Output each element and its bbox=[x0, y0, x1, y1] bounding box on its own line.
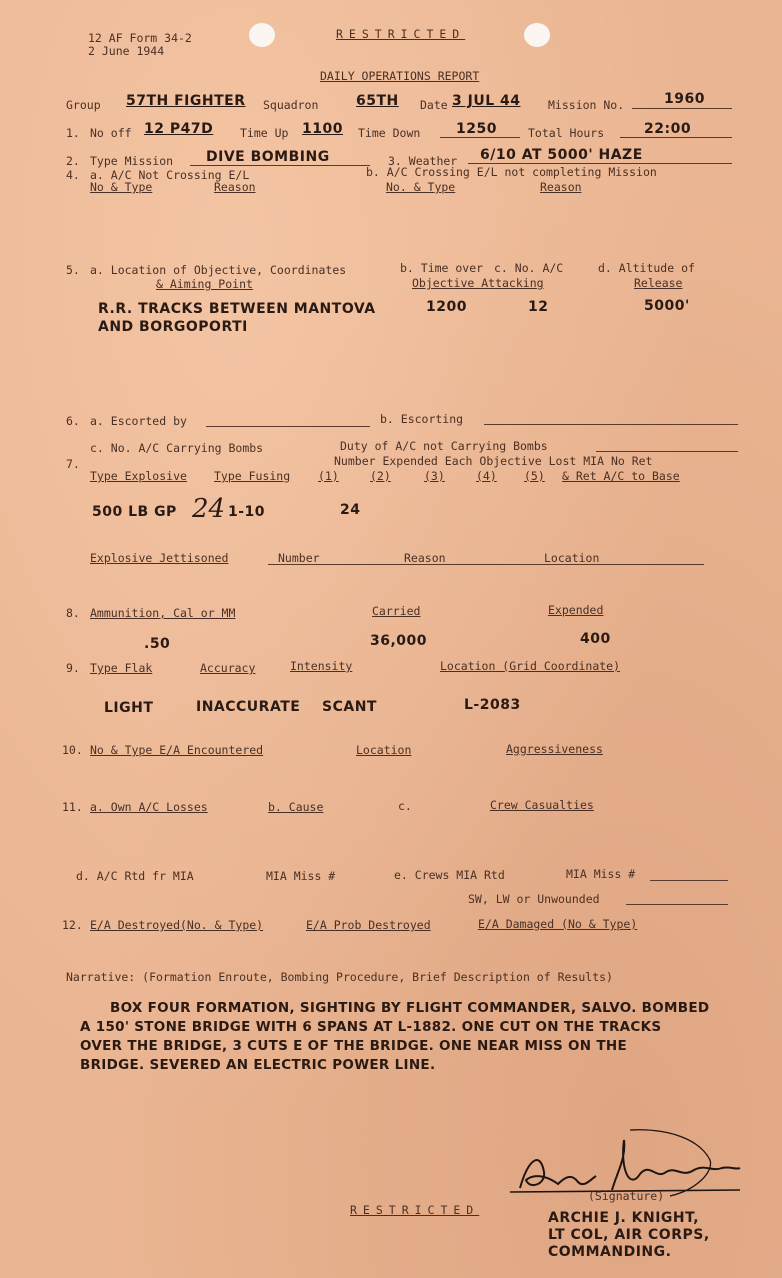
ea-encountered-label: No & Type E/A Encountered bbox=[90, 743, 264, 757]
flak-accuracy-label: Accuracy bbox=[200, 661, 256, 675]
col-4: (4) bbox=[476, 469, 497, 483]
total-hours-label: Total Hours bbox=[528, 126, 605, 140]
cause-label: b. Cause bbox=[268, 800, 324, 814]
flak-intensity-value: SCANT bbox=[322, 699, 377, 715]
escorted-by-label: a. Escorted by bbox=[90, 414, 187, 428]
carrying-bombs-label: c. No. A/C Carrying Bombs bbox=[90, 441, 264, 455]
duty-not-carrying-label: Duty of A/C not Carrying Bombs bbox=[340, 439, 548, 453]
crew-casualties-label: Crew Casualties bbox=[490, 798, 594, 812]
time-up-label: Time Up bbox=[240, 126, 289, 140]
narrative-line: OVER THE BRIDGE, 3 CUTS E OF THE BRIDGE. ONE NEAR MISS ON THE bbox=[80, 1038, 628, 1054]
item6-number: 6. bbox=[66, 414, 80, 428]
mia-miss-label: MIA Miss # bbox=[266, 869, 336, 883]
item1-number: 1. bbox=[66, 126, 80, 140]
signer-rank: LT COL, AIR CORPS, bbox=[548, 1227, 710, 1243]
col-5: (5) bbox=[524, 469, 545, 483]
classification-top: RESTRICTED bbox=[336, 27, 466, 41]
narrative-label: Narrative: (Formation Enroute, Bombing Procedure, Brief Description of Results) bbox=[66, 970, 613, 984]
item4-number: 4. bbox=[66, 168, 80, 182]
ea-damaged-label: E/A Damaged (No & Type) bbox=[478, 917, 638, 931]
ea-location-label: Location bbox=[356, 743, 412, 757]
narrative-line: BOX FOUR FORMATION, SIGHTING BY FLIGHT COMMANDER, SALVO. BOMBED bbox=[110, 1000, 710, 1016]
ac-rtd-mia-label: d. A/C Rtd fr MIA bbox=[76, 869, 194, 883]
squadron-label: Squadron bbox=[263, 98, 319, 112]
carried-value: 36,000 bbox=[370, 633, 428, 649]
squadron-value: 65TH bbox=[356, 93, 399, 109]
item5-number: 5. bbox=[66, 263, 80, 277]
item5a-label: a. Location of Objective, Coordinates bbox=[90, 263, 347, 277]
type-mission-value: DIVE BOMBING bbox=[206, 149, 330, 165]
item11-number: 11. bbox=[62, 800, 83, 814]
time-down-value: 1250 bbox=[456, 121, 497, 137]
type-mission-label: Type Mission bbox=[90, 154, 174, 168]
ammunition-label: Ammunition, Cal or MM bbox=[90, 606, 236, 620]
objective-location-line2: AND BORGOPORTI bbox=[98, 319, 248, 335]
col-2: (2) bbox=[370, 469, 391, 483]
total-hours-underline bbox=[620, 137, 732, 138]
signer-name: ARCHIE J. KNIGHT, bbox=[548, 1210, 700, 1226]
duty-underline bbox=[596, 451, 738, 452]
mission-label: Mission No. bbox=[548, 98, 625, 112]
classification-bottom: RESTRICTED bbox=[350, 1203, 480, 1217]
form-number: 12 AF Form 34-2 bbox=[88, 31, 192, 45]
carried-label: Carried bbox=[372, 604, 421, 618]
ammo-expended-value: 400 bbox=[580, 631, 611, 647]
col-type-fusing: Type Fusing bbox=[214, 469, 291, 483]
group-label: Group bbox=[66, 98, 101, 112]
form-date: 2 June 1944 bbox=[88, 44, 165, 58]
ea-prob-destroyed-label: E/A Prob Destroyed bbox=[306, 918, 431, 932]
time-down-label: Time Down bbox=[358, 126, 421, 140]
escorting-label: b. Escorting bbox=[380, 412, 464, 426]
weather-underline bbox=[468, 163, 732, 164]
jettisoned-number: Number bbox=[278, 551, 320, 565]
narrative-text bbox=[80, 999, 760, 1075]
item10-number: 10. bbox=[62, 743, 83, 757]
altitude-release-value: 5000' bbox=[644, 298, 690, 314]
mia-miss-label-2: MIA Miss # bbox=[566, 867, 636, 881]
escorted-by-underline bbox=[206, 426, 370, 427]
ea-destroyed-label: E/A Destroyed(No. & Type) bbox=[90, 918, 264, 932]
jettisoned-location: Location bbox=[544, 551, 600, 565]
no-ac-attacking-value: 12 bbox=[528, 299, 549, 315]
report-title: DAILY OPERATIONS REPORT bbox=[320, 69, 480, 83]
flak-location-value: L-2083 bbox=[464, 697, 521, 713]
expended-label: Expended bbox=[548, 603, 604, 617]
weather-value: 6/10 AT 5000' HAZE bbox=[480, 147, 643, 163]
item5a-sub: & Aiming Point bbox=[156, 277, 253, 291]
time-over-value: 1200 bbox=[426, 299, 467, 315]
flak-location-label: Location (Grid Coordinate) bbox=[440, 659, 621, 673]
item4-sub-no-type: No & Type bbox=[90, 180, 153, 194]
weather-label: 3. Weather bbox=[388, 154, 458, 168]
item4a-label: a. A/C Not Crossing E/L bbox=[90, 168, 250, 182]
col-3: (3) bbox=[424, 469, 445, 483]
narrative-line: BRIDGE. SEVERED AN ELECTRIC POWER LINE. bbox=[80, 1057, 436, 1073]
expended-value: 24 bbox=[340, 502, 361, 518]
punch-hole-left bbox=[249, 23, 275, 47]
mia-miss-underline bbox=[650, 880, 728, 881]
flak-type-label: Type Flak bbox=[90, 661, 153, 675]
total-hours-value: 22:00 bbox=[644, 121, 692, 137]
no-off-label: No off bbox=[90, 126, 132, 140]
item11c-label: c. bbox=[398, 799, 412, 813]
narrative-line: A 150' STONE BRIDGE WITH 6 SPANS AT L-1882. ONE CUT ON THE TRACKS bbox=[80, 1019, 662, 1035]
jettisoned-label: Explosive Jettisoned bbox=[90, 551, 229, 565]
fusing-handwritten: 24 bbox=[192, 494, 226, 524]
item5d-sub: Release bbox=[634, 276, 683, 290]
item8-number: 8. bbox=[66, 606, 80, 620]
caliber-value: .50 bbox=[144, 636, 171, 652]
item2-number: 2. bbox=[66, 154, 80, 168]
item12-number: 12. bbox=[62, 918, 83, 932]
jettisoned-reason: Reason bbox=[404, 551, 446, 565]
wounded-label: SW, LW or Unwounded bbox=[468, 892, 600, 906]
flak-type-value: LIGHT bbox=[104, 700, 154, 716]
item4-sub-reason-b: Reason bbox=[540, 180, 582, 194]
date-label: Date bbox=[420, 98, 448, 112]
mission-underline bbox=[632, 108, 732, 109]
item5c-label: c. No. A/C bbox=[494, 261, 564, 275]
item5d-label: d. Altitude of bbox=[598, 261, 695, 275]
jettison-underline bbox=[268, 564, 704, 565]
col-ret-to-base: & Ret A/C to Base bbox=[562, 469, 680, 483]
bomb-type-value: 500 LB GP bbox=[92, 504, 177, 520]
wounded-underline bbox=[626, 904, 728, 905]
time-down-underline bbox=[440, 137, 520, 138]
group-value: 57TH FIGHTER bbox=[126, 93, 246, 109]
type-mission-underline bbox=[190, 165, 370, 166]
crews-mia-rtd-label: e. Crews MIA Rtd bbox=[394, 868, 505, 882]
item9-number: 9. bbox=[66, 661, 80, 675]
flak-intensity-label: Intensity bbox=[290, 659, 353, 673]
col-type-explosive: Type Explosive bbox=[90, 469, 187, 483]
punch-hole-right bbox=[524, 23, 550, 47]
item7-number: 7. bbox=[66, 457, 80, 471]
no-off-value: 12 P47D bbox=[144, 121, 214, 137]
escorting-underline bbox=[484, 424, 738, 425]
fusing-value: 1-10 bbox=[228, 504, 266, 520]
date-value: 3 JUL 44 bbox=[452, 93, 521, 109]
item4-sub-reason: Reason bbox=[214, 180, 256, 194]
own-losses-label: a. Own A/C Losses bbox=[90, 800, 208, 814]
flak-accuracy-value: INACCURATE bbox=[196, 699, 301, 715]
item4b-label: b. A/C Crossing E/L not completing Mission bbox=[366, 165, 657, 179]
item4-sub-no-type-b: No. & Type bbox=[386, 180, 456, 194]
time-up-value: 1100 bbox=[302, 121, 343, 137]
signer-role: COMMANDING. bbox=[548, 1244, 672, 1260]
mission-value: 1960 bbox=[664, 91, 705, 107]
ea-aggressiveness-label: Aggressiveness bbox=[506, 742, 603, 756]
objective-location-line1: R.R. TRACKS BETWEEN MANTOVA bbox=[98, 301, 376, 317]
item5c-sub: Objective Attacking bbox=[412, 276, 544, 290]
item5b-label: b. Time over bbox=[400, 261, 484, 275]
col-1: (1) bbox=[318, 469, 339, 483]
item7-header-line: Number Expended Each Objective Lost MIA No Ret bbox=[334, 454, 653, 468]
signature-label: (Signature) bbox=[588, 1189, 665, 1203]
